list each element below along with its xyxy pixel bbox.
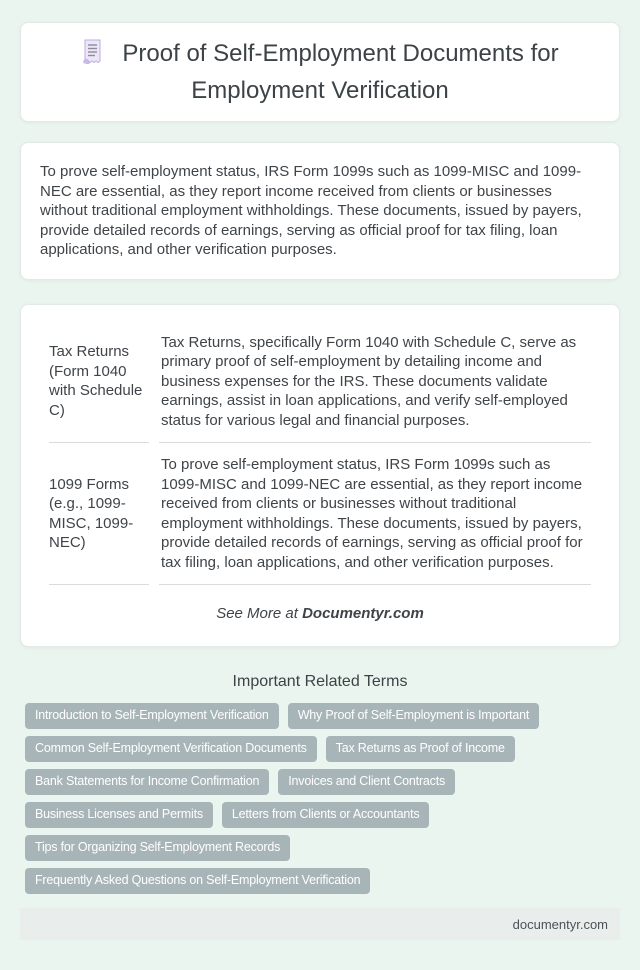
- content-wrapper: [0, 22, 640, 970]
- bottom-spacer: [20, 940, 620, 970]
- related-term-tag[interactable]: Tax Returns as Proof of Income: [326, 736, 515, 762]
- related-term-tag[interactable]: Why Proof of Self-Employment is Important: [288, 703, 539, 729]
- documents-table: [39, 321, 601, 586]
- page-title: [41, 37, 599, 107]
- related-term-tag[interactable]: Tips for Organizing Self-Employment Records: [25, 835, 290, 861]
- see-more-text: See More at: [216, 605, 303, 622]
- related-terms-list: [25, 703, 603, 894]
- title-card: [20, 22, 620, 122]
- related-term-tag[interactable]: Introduction to Self-Employment Verification: [25, 703, 279, 729]
- see-more: [39, 605, 601, 622]
- term-cell: Tax Returns (Form 1040 with Schedule C): [49, 321, 149, 444]
- footer-site-link[interactable]: documentyr.com: [512, 916, 608, 932]
- related-term-tag[interactable]: Frequently Asked Questions on Self-Employment Verification: [25, 868, 370, 894]
- see-more-site-link[interactable]: Documentyr.com: [302, 605, 424, 622]
- related-term-tag[interactable]: Letters from Clients or Accountants: [222, 802, 430, 828]
- term-cell: 1099 Forms (e.g., 1099-MISC, 1099-NEC): [49, 443, 149, 585]
- related-term-tag[interactable]: Common Self-Employment Verification Documents: [25, 736, 317, 762]
- related-term-tag[interactable]: Business Licenses and Permits: [25, 802, 213, 828]
- related-term-tag[interactable]: Invoices and Client Contracts: [278, 769, 455, 795]
- receipt-icon: [81, 39, 104, 74]
- documents-table-card: [20, 304, 620, 648]
- intro-card: [20, 142, 620, 280]
- related-term-tag[interactable]: Bank Statements for Income Confirmation: [25, 769, 269, 795]
- page-title-text: Proof of Self-Employment Documents for Employment Verification: [122, 40, 559, 104]
- related-terms-heading: Important Related Terms: [232, 673, 408, 690]
- definition-cell: Tax Returns, specifically Form 1040 with Schedule C, serve as primary proof of self-employment by detailing income and business expenses for the IRS. These documents validate earnings, assist in loan applications, and verify self-employed status for various legal and financial purposes.: [159, 321, 591, 444]
- table-row: [49, 321, 591, 444]
- footer-bar: [20, 908, 620, 940]
- table-row: [49, 443, 591, 585]
- page: [0, 22, 640, 970]
- definition-cell: To prove self-employment status, IRS Form 1099s such as 1099-MISC and 1099-NEC are essential, as they report income received from clients or businesses without traditional employment withholdings. These documents, issued by payers, provide detailed records of earnings, serving as official proof for tax filing, loan applications, and other verification purposes.: [159, 443, 591, 585]
- intro-paragraph: To prove self-employment status, IRS Form 1099s such as 1099-MISC and 1099-NEC are essential, as they report income received from clients or businesses without traditional employment withholdings. These documents, issued by payers, provide detailed records of earnings, serving as official proof for tax filing, loan applications, and other verification purposes.: [40, 163, 582, 258]
